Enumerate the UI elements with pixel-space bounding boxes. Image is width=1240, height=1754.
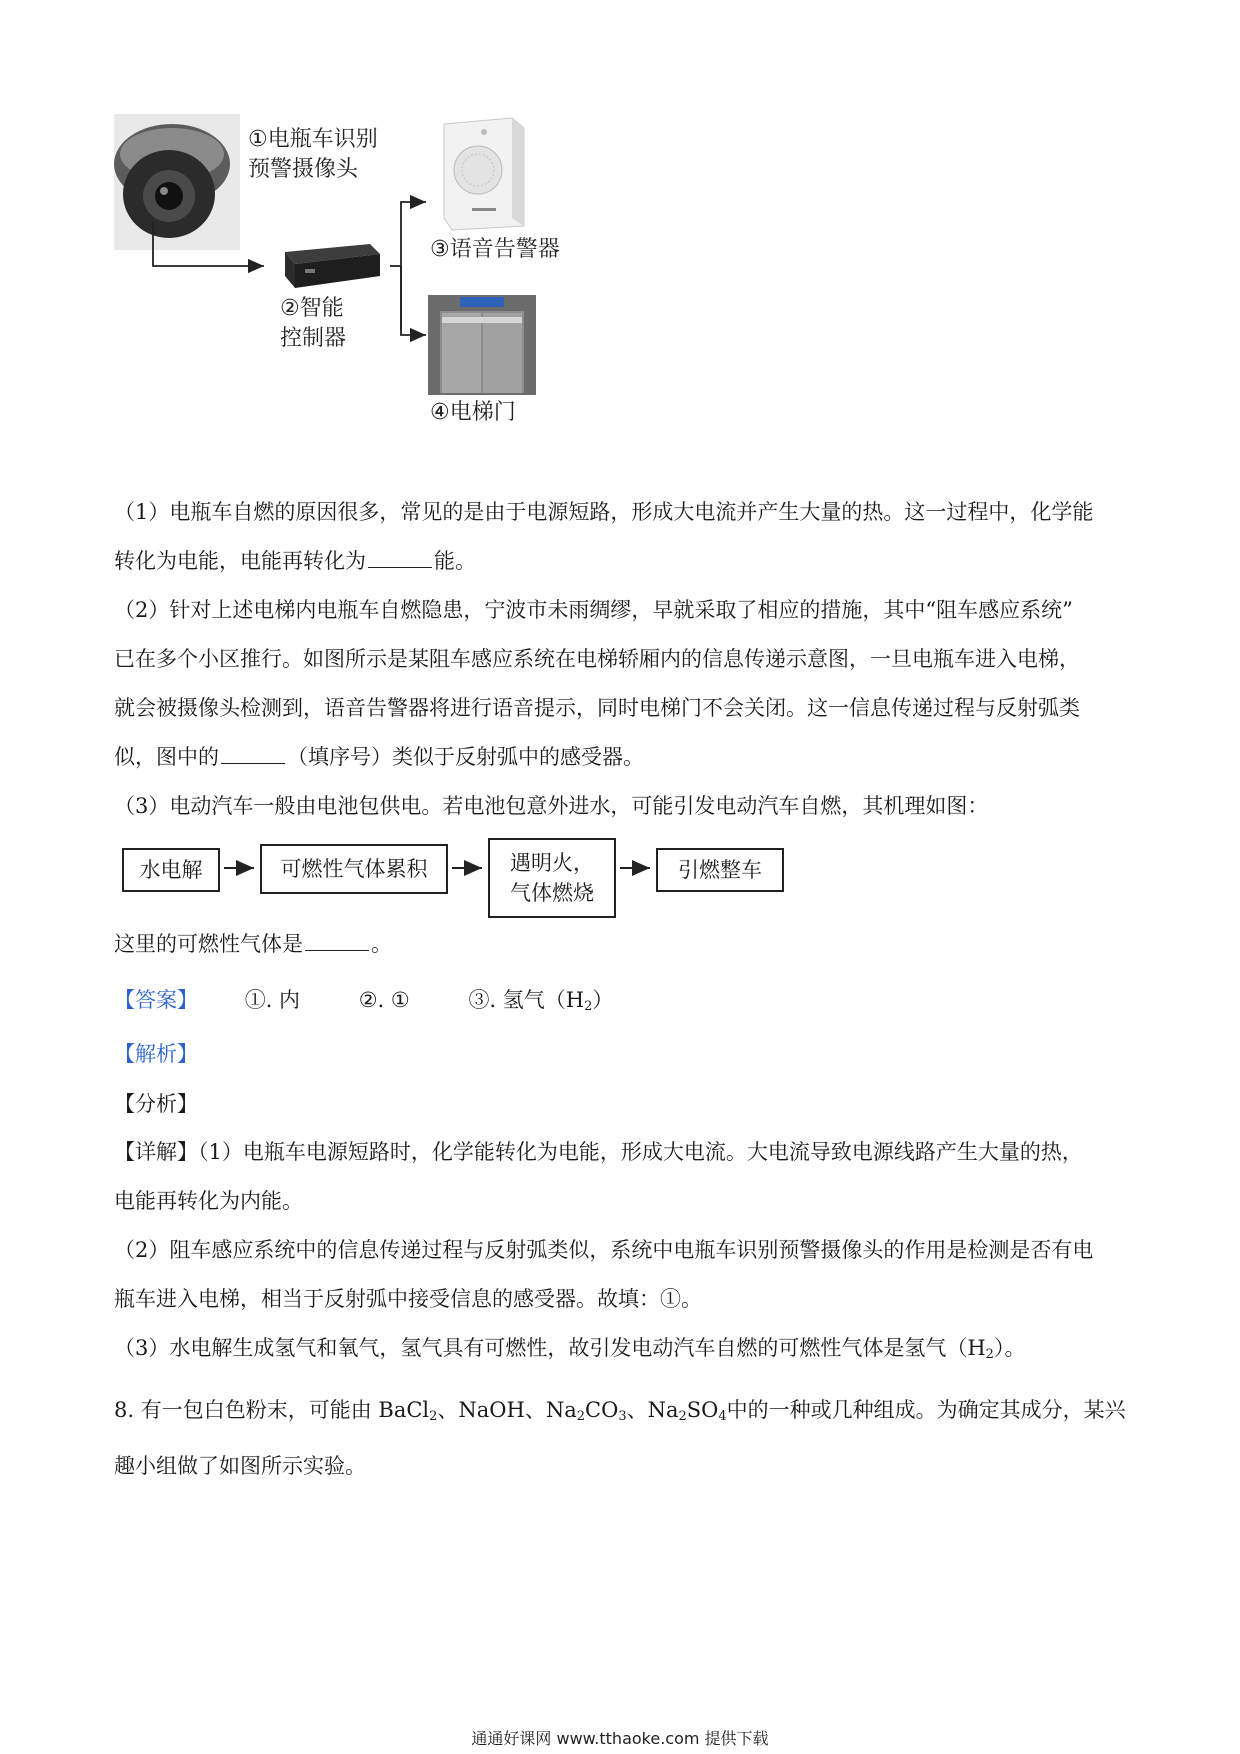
answer-1: ①. 内 (244, 988, 301, 1012)
q8-part5: SO (686, 1398, 719, 1422)
flow-step-gas-accumulation: 可燃性气体累积 (260, 844, 448, 894)
detail-2-line1: （2）阻车感应系统中的信息传递过程与反射弧类似，系统中电瓶车识别预警摄像头的作用是检测是否有电 (114, 1238, 1094, 1262)
fenxi-tag: 【分析】 (114, 1092, 198, 1116)
q8-part4: 、Na (626, 1398, 679, 1422)
answer-3-sub: 2 (584, 999, 593, 1014)
answer-line (114, 976, 1134, 1031)
q3-line2-before: 这里的可燃性气体是 (114, 932, 303, 956)
q1-line2 (114, 537, 1134, 586)
elevator-label: ④电梯门 (430, 400, 516, 425)
q3-answer-blank (305, 930, 369, 951)
diagram-arrows (110, 110, 630, 480)
detail-3-suffix: ）。 (993, 1336, 1026, 1360)
q2-line4-after: （填序号）类似于反射弧中的感受器。 (287, 745, 644, 769)
detail-line1 (114, 1128, 1134, 1177)
detail-tag: 【详解】 (114, 1140, 198, 1164)
mechanism-flowchart (120, 838, 800, 930)
q8-sub1: 2 (429, 1409, 438, 1424)
controller-label-line1: ②智能 (280, 296, 344, 321)
q3-line1: （3）电动汽车一般由电池包供电。若电池包意外进水，可能引发电动汽车自燃，其机理如图： (114, 794, 989, 818)
q2-answer-blank (221, 743, 285, 764)
q1-line2-before: 转化为电能，电能再转化为 (114, 549, 366, 573)
answer-tag: 【答案】 (114, 988, 198, 1012)
q1-line1: （1）电瓶车自燃的原因很多，常见的是由于电源短路，形成大电流并产生大量的热。这一过程中，化学能 (114, 500, 1094, 524)
controller-label-line2: 控制器 (280, 326, 347, 351)
q3-line2-after: 。 (371, 932, 392, 956)
answer-3 (468, 988, 613, 1012)
q2-line1: （2）针对上述电梯内电瓶车自燃隐患，宁波市未雨绸缪，早就采取了相应的措施，其中“阻车感应系统” (114, 598, 1073, 622)
flow-step-ignition-line2: 气体燃烧 (510, 881, 594, 905)
q8-part6: 中的一种或几种组成。为确定其成分，某兴 (726, 1398, 1126, 1422)
answer-3-suffix: ） (592, 988, 614, 1012)
detail-3-prefix: （3）水电解生成氢气和氧气，氢气具有可燃性，故引发电动汽车自燃的可燃性气体是氢气（H (114, 1336, 986, 1360)
q8-part1: 8. 有一包白色粉末，可能由 BaCl (114, 1398, 430, 1422)
q8-sub3: 3 (618, 1409, 627, 1424)
q8-part2: 、NaOH、Na (437, 1398, 577, 1422)
jiexi-tag: 【解析】 (114, 1042, 198, 1066)
page-footer: 通通好课网 www.tthaoke.com 提供下载 (471, 1729, 769, 1748)
flow-step-electrolysis: 水电解 (122, 848, 220, 892)
q2-line4 (114, 733, 1134, 782)
q8-sub2: 2 (576, 1409, 586, 1424)
flow-step-ignition-line1: 遇明火， (510, 851, 594, 875)
q2-line2: 已在多个小区推行。如图所示是某阻车感应系统在电梯轿厢内的信息传递示意图，一旦电瓶车进入电梯， (114, 647, 1080, 671)
alarm-label: ③语音告警器 (430, 237, 560, 262)
detail-3-sub: 2 (985, 1347, 994, 1362)
detail-2-line2: 瓶车进入电梯，相当于反射弧中接受信息的感受器。故填：①。 (114, 1287, 702, 1311)
answer-3-prefix: ③. 氢气（H (468, 988, 585, 1012)
detail-1-line2: 电能再转化为内能。 (114, 1189, 303, 1213)
camera-label-line1: ①电瓶车识别 (248, 127, 378, 152)
q3-line2 (114, 920, 1134, 969)
detail-3-line1 (114, 1324, 1134, 1379)
q8-sub5: 4 (718, 1409, 727, 1424)
q8-part3: CO (585, 1398, 619, 1422)
info-transfer-diagram (110, 110, 630, 480)
q1-line2-after: 能。 (434, 549, 476, 573)
flow-arrows (120, 838, 800, 930)
camera-label-line2: 预警摄像头 (248, 157, 359, 182)
answer-2: ②. ① (358, 988, 410, 1012)
q2-line3: 就会被摄像头检测到，语音告警器将进行语音提示，同时电梯门不会关闭。这一信息传递过程与反射弧类 (114, 696, 1080, 720)
detail-1-line1: （1）电瓶车电源短路时，化学能转化为电能，形成大电流。大电流导致电源线路产生大量的热， (198, 1140, 1083, 1164)
q8-line2: 趣小组做了如图所示实验。 (114, 1454, 366, 1478)
q8-line1 (114, 1386, 1134, 1441)
q1-answer-blank (368, 547, 432, 568)
q2-line4-before: 似，图中的 (114, 745, 219, 769)
q8-sub4: 2 (678, 1409, 687, 1424)
flow-step-vehicle-fire: 引燃整车 (656, 848, 784, 892)
